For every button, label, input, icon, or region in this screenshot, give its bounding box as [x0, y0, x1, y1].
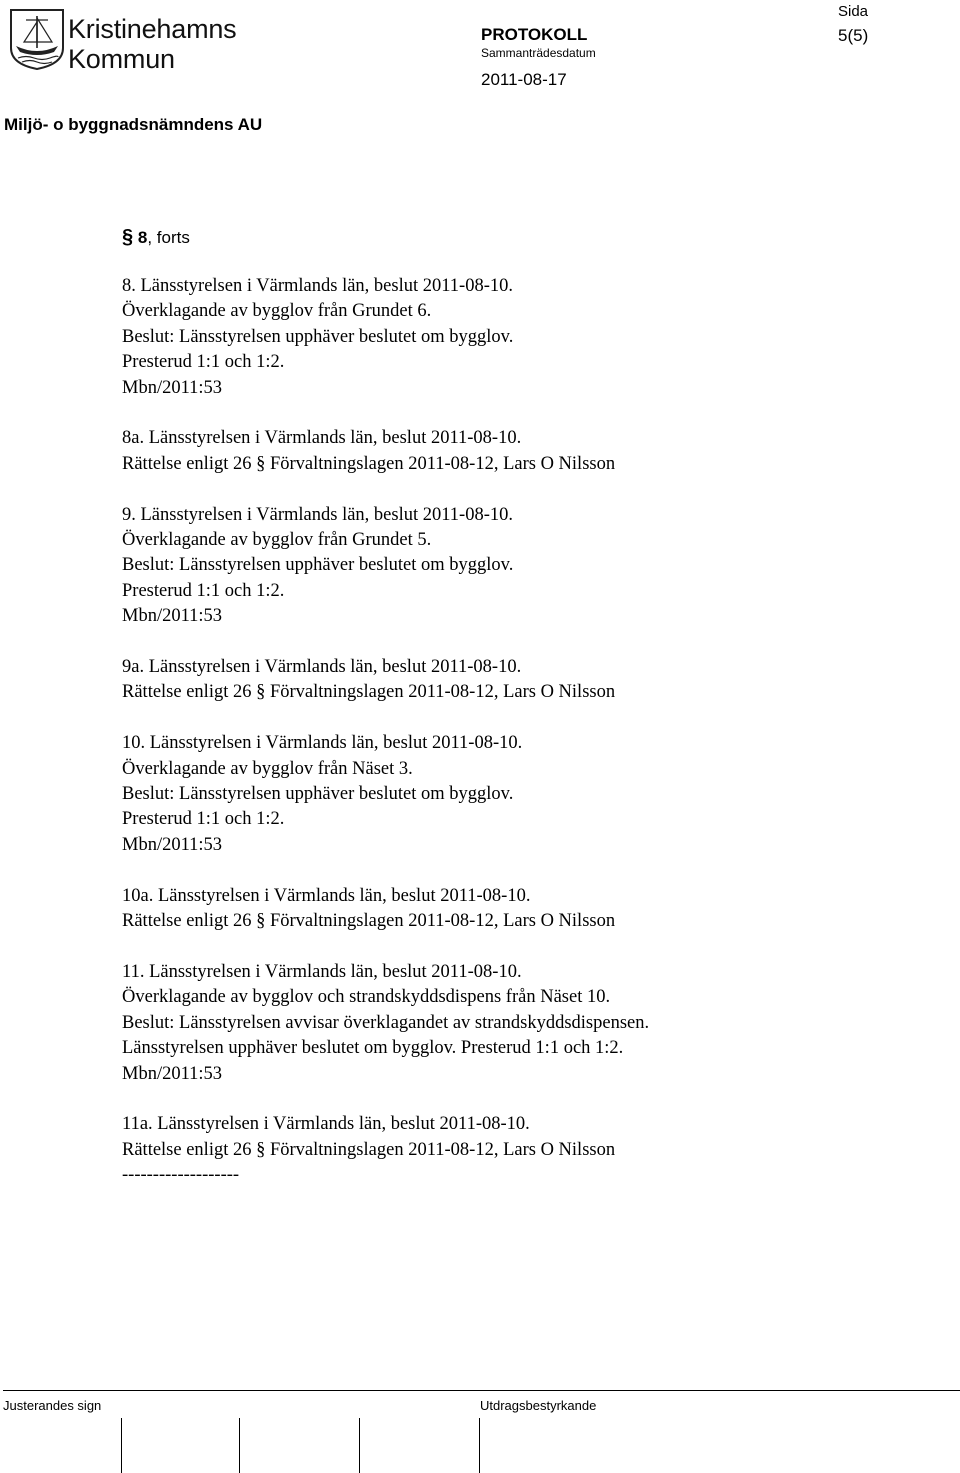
- list-item-line: Länsstyrelsen upphäver beslutet om bygglov. Presterud 1:1 och 1:2.: [122, 1038, 624, 1059]
- section-heading: [122, 226, 190, 249]
- list-item-line: 8a. Länsstyrelsen i Värmlands län, beslut 2011-08-10.: [122, 428, 522, 449]
- list-item-line: 10a. Länsstyrelsen i Värmlands län, beslut 2011-08-10.: [122, 885, 531, 906]
- list-item: [122, 503, 649, 630]
- list-item-line: Överklagande av bygglov från Grundet 6.: [122, 301, 432, 322]
- list-item-line: Överklagande av bygglov från Näset 3.: [122, 758, 413, 779]
- meeting-date-label: Sammanträdesdatum: [481, 46, 596, 60]
- decision-list: [122, 274, 649, 1214]
- list-item-line: Mbn/2011:53: [122, 1063, 223, 1084]
- meeting-date: 2011-08-17: [481, 70, 567, 89]
- committee-name: Miljö- o byggnadsnämndens AU: [4, 115, 263, 134]
- list-item-line: Presterud 1:1 och 1:2.: [122, 580, 285, 601]
- section-symbol: §: [122, 226, 134, 248]
- list-item-line: 8. Länsstyrelsen i Värmlands län, beslut 2011-08-10.: [122, 276, 514, 296]
- certification-label: Utdragsbestyrkande: [480, 1398, 597, 1413]
- list-item-line: Mbn/2011:53: [122, 606, 223, 627]
- signers-label: Justerandes sign: [3, 1398, 102, 1413]
- list-item: [122, 1112, 649, 1188]
- list-item-line: Mbn/2011:53: [122, 834, 223, 855]
- signature-footer: [3, 1390, 960, 1473]
- document-type: PROTOKOLL: [481, 25, 588, 44]
- list-item-line: Rättelse enligt 26 § Förvaltningslagen 2011-08-12, Lars O Nilsson: [122, 682, 616, 703]
- list-item-line: 11. Länsstyrelsen i Värmlands län, beslut 2011-08-10.: [122, 961, 522, 982]
- signature-box-divider: [239, 1418, 240, 1473]
- organization-name: [68, 14, 236, 74]
- page-label: Sida: [838, 3, 869, 20]
- list-item-line: 9. Länsstyrelsen i Värmlands län, beslut 2011-08-10.: [122, 504, 514, 525]
- organization-name-line2: Kommun: [68, 44, 175, 74]
- list-item: [122, 731, 649, 858]
- list-item-line: 11a. Länsstyrelsen i Värmlands län, beslut 2011-08-10.: [122, 1114, 530, 1135]
- municipality-crest-logo: [8, 8, 66, 70]
- list-item: [122, 274, 649, 401]
- list-item-line: Beslut: Länsstyrelsen avvisar överklagandet av strandskyddsdispensen.: [122, 1012, 650, 1033]
- signature-box-divider: [359, 1418, 360, 1473]
- list-item: [122, 655, 649, 706]
- list-item-line: Mbn/2011:53: [122, 377, 223, 398]
- list-item-line: 10. Länsstyrelsen i Värmlands län, beslut 2011-08-10.: [122, 733, 523, 754]
- list-item-line: Beslut: Länsstyrelsen upphäver beslutet om bygglov.: [122, 326, 514, 347]
- list-item-line: Överklagande av bygglov från Grundet 5.: [122, 530, 432, 551]
- list-item: [122, 426, 649, 477]
- page-number: 5(5): [838, 26, 869, 45]
- signature-box-divider: [121, 1418, 122, 1473]
- list-item-line: Presterud 1:1 och 1:2.: [122, 352, 285, 373]
- list-item-line: Rättelse enligt 26 § Förvaltningslagen 2011-08-12, Lars O Nilsson: [122, 911, 616, 932]
- list-item-line: 9a. Länsstyrelsen i Värmlands län, beslut 2011-08-10.: [122, 657, 522, 678]
- list-item-line: -------------------: [122, 1165, 240, 1186]
- list-item-line: Beslut: Länsstyrelsen upphäver beslutet om bygglov.: [122, 555, 514, 576]
- signature-box-divider: [479, 1418, 480, 1473]
- organization-name-line1: Kristinehamns: [68, 14, 237, 44]
- list-item-line: Överklagande av bygglov och strandskyddsdispens från Näset 10.: [122, 987, 611, 1008]
- list-item-line: Rättelse enligt 26 § Förvaltningslagen 2011-08-12, Lars O Nilsson: [122, 1139, 616, 1160]
- section-suffix: , forts: [147, 228, 190, 247]
- section-number: 8: [137, 228, 148, 247]
- list-item-line: Beslut: Länsstyrelsen upphäver beslutet om bygglov.: [122, 784, 514, 805]
- list-item: [122, 960, 649, 1087]
- list-item-line: Presterud 1:1 och 1:2.: [122, 809, 285, 830]
- list-item-line: Rättelse enligt 26 § Förvaltningslagen 2011-08-12, Lars O Nilsson: [122, 453, 616, 474]
- list-item: [122, 884, 649, 935]
